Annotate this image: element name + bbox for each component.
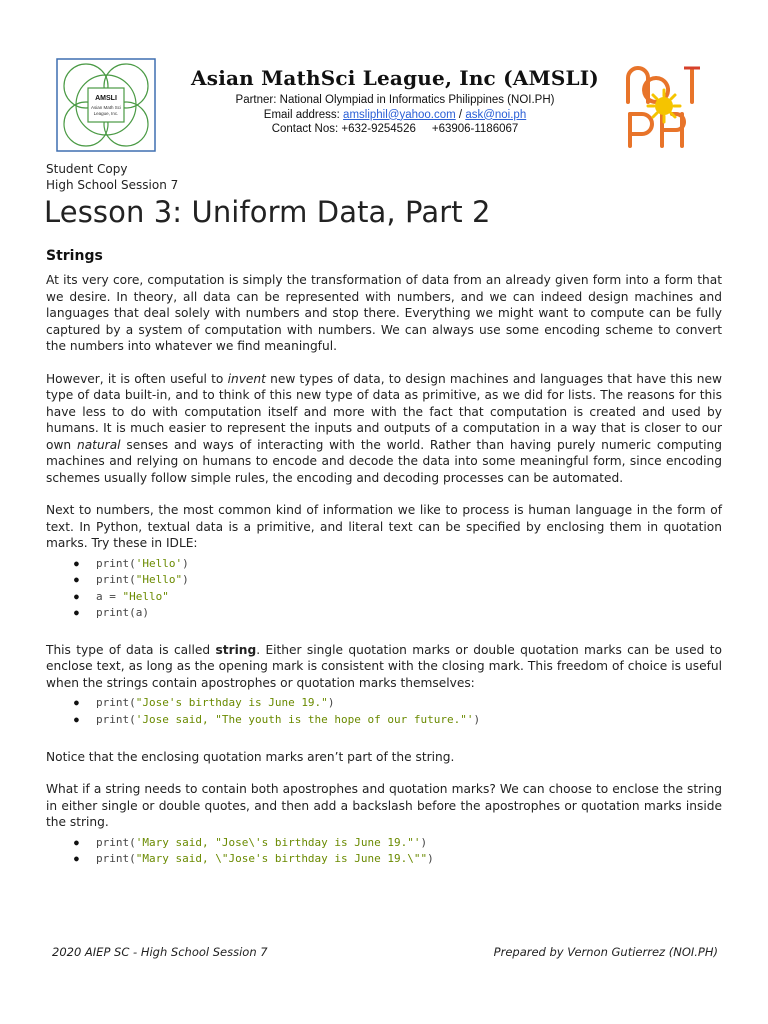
- code-list-2: [46, 695, 722, 728]
- footer-author: Prepared by Vernon Gutierrez (NOI.PH): [493, 945, 718, 959]
- document-meta: [46, 161, 178, 193]
- sun-icon: [648, 90, 680, 122]
- contact-line: Contact Nos: +632-9254526 +63906-1186067: [271, 123, 519, 135]
- noi-ph-logo: [622, 62, 716, 150]
- code-item: ● print("Jose's birthday is June 19."): [74, 695, 722, 712]
- emphasis-natural: natural: [76, 437, 121, 452]
- code-item: ● print("Mary said, \"Jose's birthday is June 19.\""): [74, 851, 722, 868]
- emphasis-invent: invent: [227, 371, 266, 386]
- term-string: string: [215, 642, 257, 657]
- code-list-1: [46, 556, 722, 622]
- paragraph-6: What if a string needs to contain both apostrophes and quotation marks? We can choose to enclose the string in either single or double quotes, and then add a backslash before the apostrophes or quotation marks inside the string.: [46, 782, 722, 830]
- email-link-noi[interactable]: ask@noi.ph: [465, 108, 527, 121]
- code-item: ● print("Hello"): [74, 572, 722, 589]
- code-item: ● print('Mary said, "Jose\'s birthday is June 19."'): [74, 835, 722, 852]
- code-item: ● print('Jose said, "The youth is the hope of our future."'): [74, 712, 722, 729]
- code-item: ● a = "Hello": [74, 589, 722, 606]
- logo-text-2: Asian Math Sci: [90, 105, 122, 110]
- logo-text-1: AMSLI: [95, 95, 117, 102]
- email-link-amsli[interactable]: amsliphil@yahoo.com: [343, 108, 456, 121]
- logo-text-3: League, Inc.: [93, 111, 119, 116]
- paragraph-2: However, it is often useful to invent new types of data, to design machines and languages that have this new type of data built-in, and to think of this new type of data as primitive, as we did for lists. The reasons for this have less to do with computation itself and more with the fact that computation is created and used by humans. It is much easier to represent the inputs and outputs of a computation in a way that is closer to our own natural senses and ways of interacting with the world. Rather than having purely numeric computing machines and relying on humans to encode and decode the data into some meaningful form, since encoding schemes usually follow simple rules, the encoding and decoding processes can be automated.: [46, 371, 722, 485]
- partner-line: Partner: National Olympiad in Informatics Philippines (NOI.PH): [235, 94, 555, 106]
- section-heading: Strings: [46, 248, 103, 264]
- amsli-logo: [56, 58, 156, 152]
- paragraph-1: At its very core, computation is simply the transformation of data from an already given form into a form that we desire. In theory, all data can be represented with numbers, and we can indeed design machines and languages that deal solely with numbers and stop there. Everything we might want to compute can be fully captured by a system of computation with numbers. We can always use some encoding scheme to convert the numbers into whatever we find meaningful.: [46, 273, 722, 353]
- session-label: High School Session 7: [46, 178, 179, 192]
- letterhead: [56, 58, 716, 158]
- copy-label: Student Copy: [46, 162, 128, 176]
- paragraph-3: Next to numbers, the most common kind of information we like to process is human language in the form of text. In Python, textual data is a primitive, and literal text can be specified by enclosing them in quotation marks. Try these in IDLE:: [46, 503, 722, 550]
- lesson-content: [46, 248, 722, 868]
- code-item: ● print('Hello'): [74, 556, 722, 573]
- footer-session: 2020 AIEP SC - High School Session 7: [52, 945, 268, 959]
- code-list-3: [46, 835, 722, 868]
- email-line: [180, 108, 610, 123]
- paragraph-5: Notice that the enclosing quotation marks aren’t part of the string.: [46, 749, 455, 764]
- email-label: Email address:: [263, 108, 344, 121]
- paragraph-4: This type of data is called string. Either single quotation marks or double quotation marks can be used to enclose text, as long as the opening mark is consistent with the closing mark. This freedom of choice is useful when the strings contain apostrophes or quotation marks themselves:: [46, 642, 722, 690]
- organization-name: Asian MathSci League, Inc (AMSLI): [191, 66, 599, 90]
- code-item: ● print(a): [74, 605, 722, 622]
- page-title: Lesson 3: Uniform Data, Part 2: [44, 195, 491, 229]
- organization-info: [180, 66, 610, 137]
- email-separator: /: [455, 108, 466, 121]
